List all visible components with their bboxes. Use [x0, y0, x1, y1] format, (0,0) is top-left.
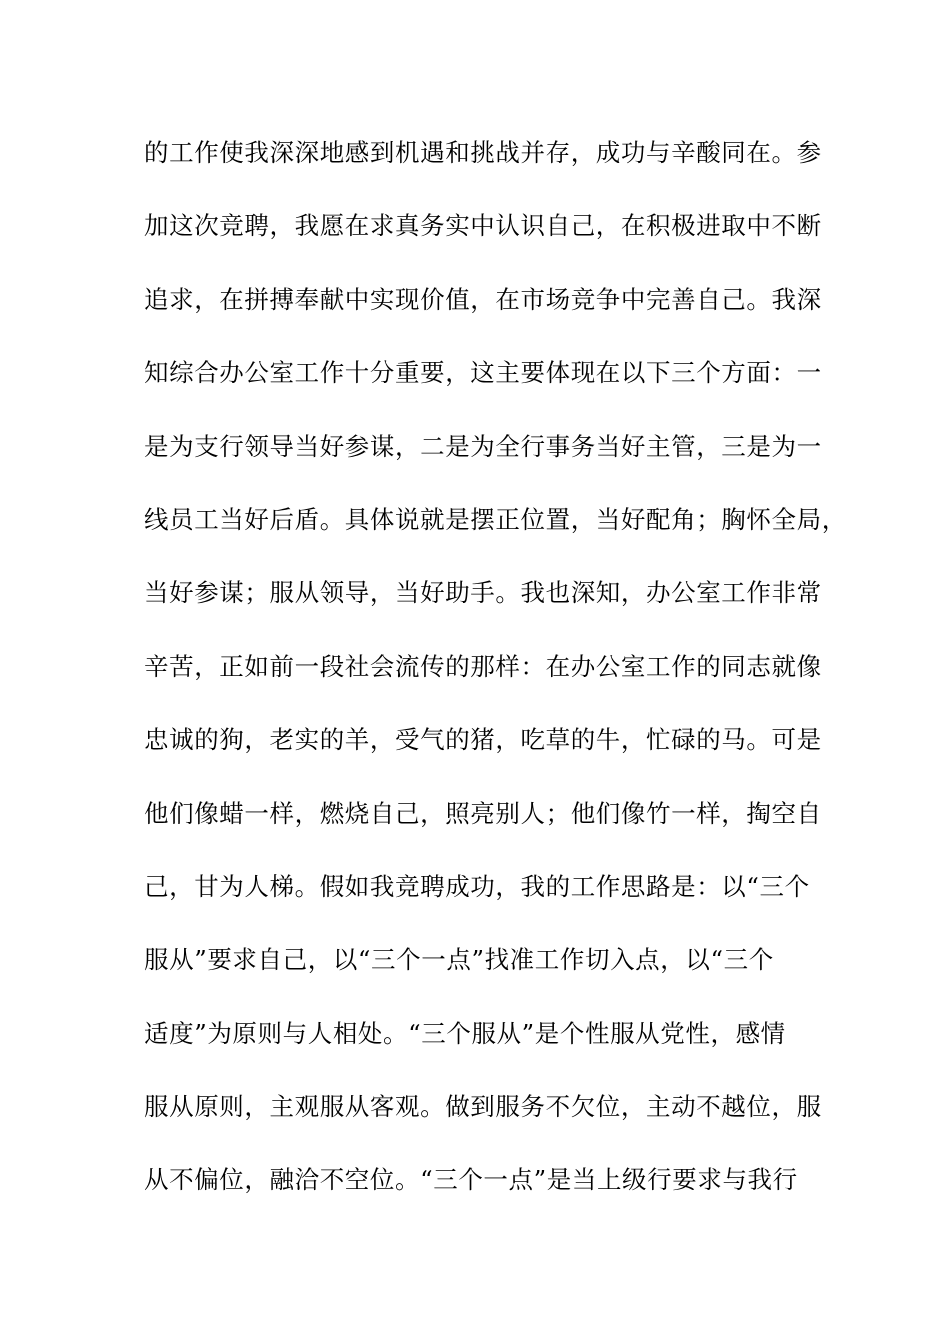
- text-line: 从不偏位，融洽不空位。“三个一点”是当上级行要求与我行: [144, 1165, 798, 1195]
- text-line: 是为支行领导当好参谋，二是为全行事务当好主管，三是为一: [144, 431, 822, 461]
- text-line: 的工作使我深深地感到机遇和挑战并存，成功与辛酸同在。参: [144, 138, 822, 167]
- text-line: 他们像蜡一样，燃烧自己，照亮别人；他们像竹一样，掏空自: [144, 798, 822, 828]
- body-text: [144, 128, 847, 1229]
- text-line: 知综合办公室工作十分重要，这主要体现在以下三个方面：一: [144, 358, 822, 388]
- text-line: 辛苦，正如前一段社会流传的那样：在办公室工作的同志就像: [144, 651, 822, 681]
- text-line: 服从原则，主观服从客观。做到服务不欠位，主动不越位，服: [144, 1092, 822, 1122]
- text-line: 加这次竞聘，我愿在求真务实中认识自己，在积极进取中不断: [144, 211, 822, 241]
- text-line: 适度”为原则与人相处。“三个服从”是个性服从党性，感情: [144, 1018, 786, 1048]
- text-line: 忠诚的狗，老实的羊，受气的猪，吃草的牛，忙碌的马。可是: [144, 725, 822, 755]
- text-line: 线员工当好后盾。具体说就是摆正位置，当好配角；胸怀全局，: [144, 504, 847, 534]
- text-line: 己，甘为人梯。假如我竞聘成功，我的工作思路是：以“三个: [144, 871, 810, 901]
- text-line: 追求，在拼搏奉献中实现价值，在市场竞争中完善自己。我深: [144, 284, 822, 314]
- text-line: 服从”要求自己，以“三个一点”找准工作切入点，以“三个: [144, 945, 774, 975]
- text-line: 当好参谋；服从领导，当好助手。我也深知，办公室工作非常: [144, 578, 822, 608]
